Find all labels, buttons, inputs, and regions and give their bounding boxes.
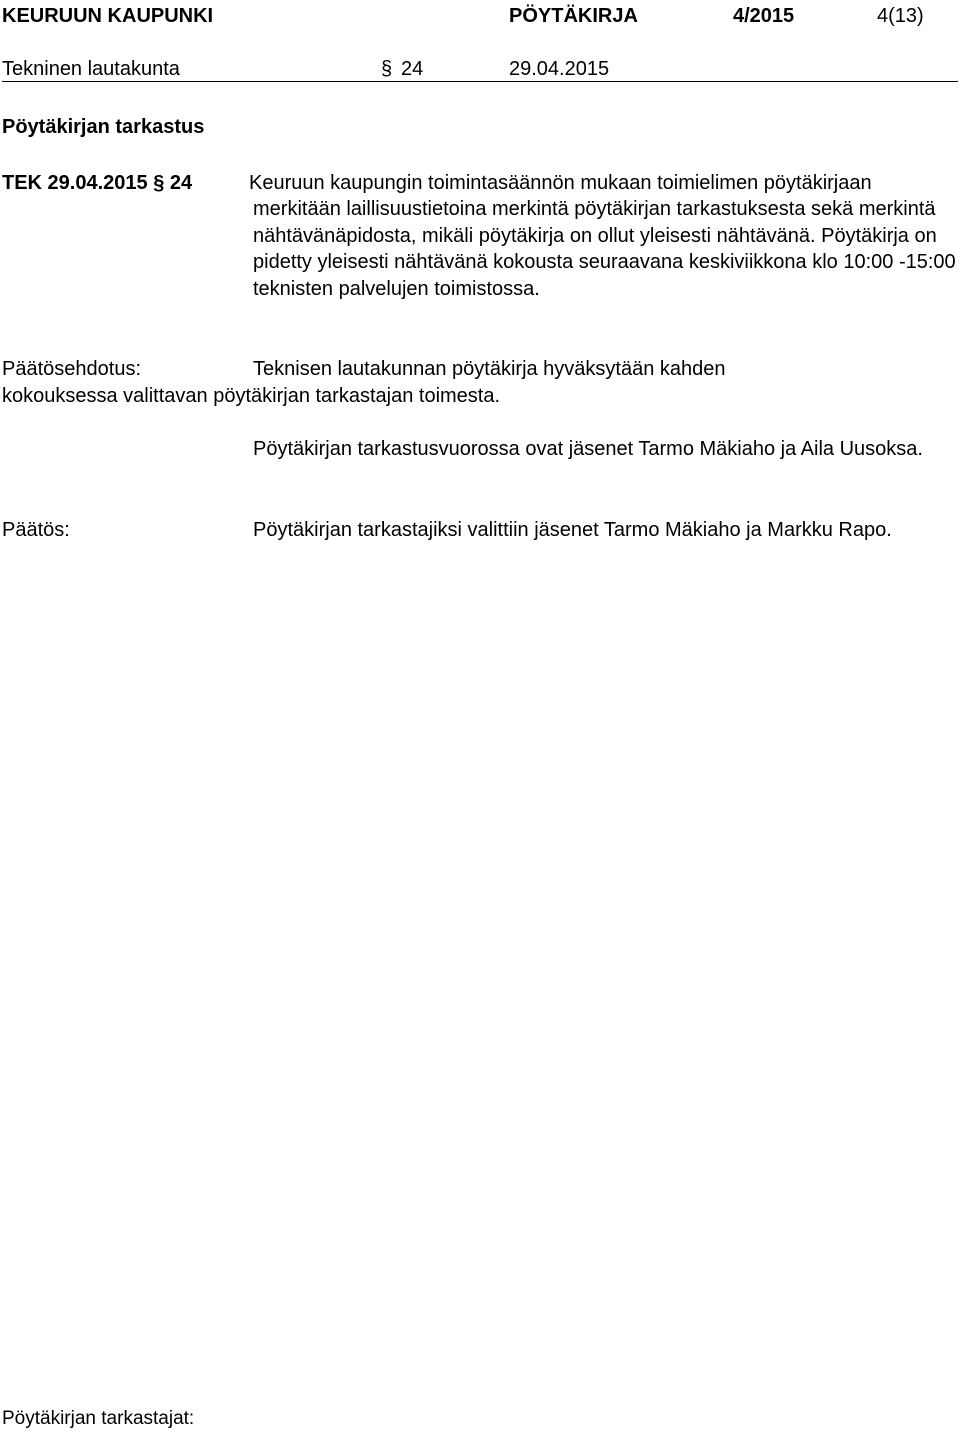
turn-paragraph: Pöytäkirjan tarkastusvuorossa ovat jäsenet Tarmo Mäkiaho ja Aila Uusoksa. <box>253 438 923 460</box>
intro-paragraph: Keuruun kaupungin toimintasäännön mukaan toimielimen pöytäkirjaan merkitään laillisuustietoina merkintä pöytäkirjan tarkastuksesta sekä merkintä nähtävänäpidosta, mikäli pöytäkirja on ollut yleisesti nähtävänä. Pöytäkirja on pidetty yleisesti nähtävänä kokousta seuraavana keskiviikkona klo 10:00 -15:00 teknisten palvelujen toimistossa. <box>249 172 956 300</box>
proposal-line-2: kokouksessa valittavan pöytäkirjan tarkastajan toimesta. <box>2 385 501 407</box>
section-number: 24 <box>401 58 424 80</box>
item-reference <box>2 170 192 196</box>
item-ref-symbol: § <box>153 172 165 194</box>
decision-label: Päätös: <box>2 519 70 541</box>
section-symbol: § <box>381 58 393 80</box>
org-name: KEURUUN KAUPUNKI <box>2 5 214 27</box>
proposal-label: Päätösehdotus: <box>2 358 141 380</box>
page-number: 4(13) <box>877 5 924 27</box>
item-ref-date: TEK 29.04.2015 <box>2 172 148 194</box>
meeting-date: 29.04.2015 <box>509 58 610 80</box>
item-title: Pöytäkirjan tarkastus <box>2 116 205 138</box>
doc-number: 4/2015 <box>733 5 795 27</box>
decision-paragraph: Pöytäkirjan tarkastajiksi valittiin jäsenet Tarmo Mäkiaho ja Markku Rapo. <box>253 519 892 541</box>
proposal-line-1: Teknisen lautakunnan pöytäkirja hyväksytään kahden <box>253 358 726 380</box>
doc-type: PÖYTÄKIRJA <box>509 5 638 27</box>
header-divider <box>2 81 958 82</box>
checkers-label: Pöytäkirjan tarkastajat: <box>2 1408 195 1429</box>
body-name: Tekninen lautakunta <box>2 58 180 80</box>
item-ref-number: 24 <box>169 172 193 194</box>
